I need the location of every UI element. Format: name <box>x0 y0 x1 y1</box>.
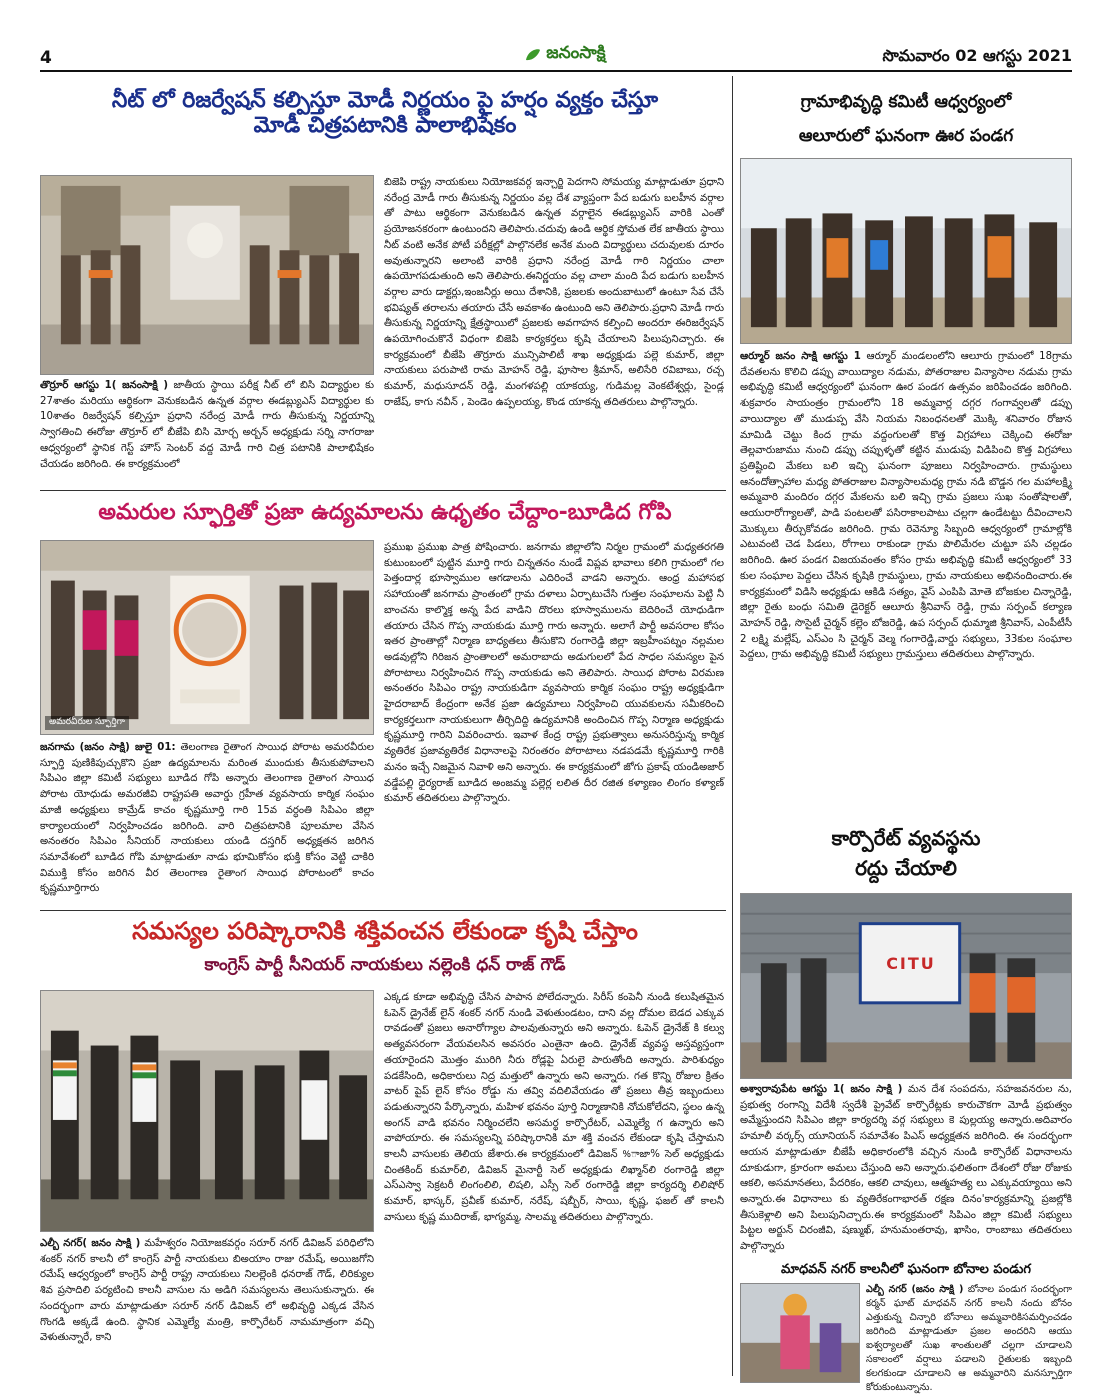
section-rule-2 <box>40 910 726 911</box>
neet-body-left-text: జాతీయ స్థాయి పరీక్ష నీట్ లో బిసి విద్యార్థుల కు 27శాతం మరియు ఆర్థికంగా వెనుకబడిన ఉన్నత వర్గాల ఈడబ్ల్యుఎస్ విద్యార్థుల కు 10శాతం రిజర్వేషన్ కల్పిస్తూ ప్రధాని నరేంద్ర మోడీ గారు తీసుకున్న నిర్ణయాన్ని స్వాగతించి ఈరోజు తొర్రూర్ లో బీజేపి బిసి మోర్చ అర్బన్ అధ్యక్షుడు సర్ని నాగరాజు ఆధ్వర్యంలో స్థానిక గెస్ట్ హౌస్ సెంటర్ వద్ద మోడీ గారి చిత్ర పటానికి పాలాభిషేకం చేయడం జరిగింది. ఈ కార్యక్రమంలో <box>40 380 374 470</box>
neet-headline <box>40 88 730 139</box>
neet-headline-line2: మోడీ చిత్రపటానికి పాలాభిషేకం <box>253 113 517 139</box>
congress-subheadline: కాంగ్రెస్ పార్టీ సీనియర్ నాయకులు నల్లెంకి ధన్ రాజ్ గౌడ్ <box>204 955 566 975</box>
masthead-logo <box>500 40 630 70</box>
bonalu-headline: మాధవన్ నగర్ కాలనీలో ఘనంగా బోనాల పండుగ <box>781 1262 1031 1277</box>
neet-headline-line1: నీట్ లో రిజర్వేషన్ కల్పిస్తూ మోడీ నిర్ణయం పై హర్షం వ్యక్తం చేస్తూ <box>111 88 659 113</box>
bonalu-body-text: బోనాల పండుగ సందర్భంగా కర్మన్ ఘాట్ మాధవన్ నగర్ కాలనీ నందు బోనం ఎత్తుకున్న చిన్నారి బోనాలు అమ్మవారికిసమర్పించడం జరిగింది మాట్లాడుతూ ప్రజల అందరిని ఆయు ఐశ్వర్యాలతో సుఖ శాంతులతో చల్లగా చూడాలని సకాలంలో వర్షాలు పడాలని రైతులకు ఇబ్బంది కలగకుండా చూడాలని ఆ అమ్మవారిని మనస్పూర్తిగా కోరుకుంటున్నాను. <box>866 1284 1072 1393</box>
leaf-icon <box>524 48 542 62</box>
congress-dateline: ఎల్బీ నగర్( జనం సాక్షి ) <box>40 1238 141 1249</box>
grama-headline-line2: ఆలూరులో ఘనంగా ఊర పండగ <box>798 126 1014 147</box>
corporate-body-text: మన దేశ సంపదను, సహజవనరుల ను, ప్రభుత్వ రంగాన్ని విదేశీ స్వదేశీ ప్రైవేట్ కార్పొరేట్లకు కారుచౌకగా మోడీ ప్రభుత్వం అమ్మేస్తుందని సిపిఎం జిల్లా కార్యదర్శి వర్గ సభ్యులు కె పుల్లయ్య అన్నారు.అదివారం హమాలీ వర్కర్స్ యూనియన్ సమావేశం పిఎస్ అధ్యక్షతన జరిగింది. ఈ సందర్భంగా ఆయన మాట్లాడుతూ బీజేపీ అధికారంలోకి వచ్చిన నుండి కార్పొరేట్ విధానాలను దూకుడుగా, క్రూరంగా అమలు చేస్తుంది అని అన్నారు.ఫలితంగా దేశంలో రోజు రోజుకు ఆకలి, అసమానతలు, పేదరికం, ఆకలి చావులు, ఆత్మహత్య లు ఎక్కువయ్యాయి అని అన్నారు.ఈ విధానాలు కు వ్యతిరేకంగాభారత్ రక్షణ దినం'కార్యక్రమాన్ని ప్రజల్లోకి తీసుకెళ్లాలి అని పిలుపునిచ్చారు.ఈ కార్యక్రమంలో సిపిఎం జిల్లా కమిటీ సభ్యులు పిట్టల అర్జున్ చిరంజీవి, షణ్ముఖ్, హనుమంతరావు, ఖాసిం, రాంబాబు తదితరులు పాల్గొన్నారు <box>740 1084 1072 1253</box>
bonalu-dateline: ఎల్బీ నగర్ (జనం సాక్షి ) <box>866 1284 964 1295</box>
corporate-headline-line1: కార్పొరేట్ వ్యవస్థను <box>831 826 981 850</box>
column-rule <box>732 76 733 1376</box>
amarula-headline: అమరుల స్ఫూర్తితో ప్రజా ఉద్యమాలను ఉధృతం చేద్దాం-బూడిద గోపి <box>98 500 672 525</box>
grama-body <box>740 349 1072 819</box>
bonalu-photo <box>740 1283 860 1383</box>
congress-body-left <box>40 1236 374 1388</box>
congress-photo <box>40 990 374 1232</box>
neet-dateline: తొర్రూర్ ఆగస్టు 1( జనంసాక్షి ) <box>40 380 169 391</box>
citu-banner: CITU <box>886 954 936 973</box>
neet-body-right: బిజెపి రాష్ట్ర నాయకులు నియోజకవర్గ ఇన్చార్జి పెదగాని సోమయ్య మాట్లాడుతూ ప్రధాని నరేంద్ర మోడీ గారు తీసుకున్న నిర్ణయం వల్ల దేశ వ్యాప్తంగా పేద బడుగు బలహీన వర్గాల తో పాటు ఆర్థికంగా వెనుకబడిన ఉన్నత వర్గాలైన ఈడబ్ల్యుఎస్ వారికి ఎంతో ప్రయోజనకరంగా ఉంటుందని తెలిపారు.చదువు ఉండి ఆర్థిక స్తోమత లేక జాతీయ స్థాయి నీట్ వంటి అనేక పోటీ పరీక్షల్లో పాల్గొనలేక అనేక మంది విద్యార్థులు చదువులకు దూరం అవుతున్నారని అలాంటి వారికి ప్రధాని నరేంద్ర మోడీ గారి నిర్ణయం చాలా ఉపయోగపడుతుంది అని తెలిపారు.ఈనిర్ణయం వల్ల చాలా మంది పేద బడుగు బలహీన వర్గాల వారు డాక్టర్లు,ఇంజనీర్లు అయి దేశానికి, ప్రజలకు అందుబాటులో ఉంటూ సేవ చేసే భవిష్యత్ తరాలను తయారు చేసే అవకాశం ఉంటుంది అని తెలిపారు.ప్రధాని మోడీ గారు తీసుకున్న నిర్ణయాన్ని క్షేత్రస్థాయిలో ప్రజలకు అవగాహన కల్పించి అందరూ ఈరిజర్వేషన్ ఉపయోగించుకొనే విధంగా బిజెపి కార్యకర్తలు కృషి చేయాలని పిలుపునిచ్చారు. ఈ కార్యక్రమంలో బీజేపి తొర్రూరు మున్సిపాలిటీ శాఖ అధ్యక్షుడు పల్లె కుమార్, జిల్లా నాయకులు పరుపాటి రామ మోహన్ రెడ్డి, ఫూసాల శ్రీమాన్, అలిసేరి రవిబాబు, రచ్చ కుమార్, మధుసూదన్ రెడ్డి, మంగళపల్లి యాకయ్య, గుడిమల్ల వెంకటేశ్వర్లు, సైండ్ల రాజేష్, కాగు నవీన్ , పెండెం ఉప్పలయ్య, కొండ యాకన్న తదితరులు పాల్గొన్నారు. <box>384 177 724 408</box>
grama-dateline: ఆర్మూర్ జనం సాక్షి ఆగస్టు 1 <box>740 351 861 362</box>
grama-body-text: ఆర్మూర్ మండలంలోని ఆలూరు గ్రామంలో 18గ్రామ దేవతలను కొలిచి డప్పు వాయిద్యాల నడుమ, పోతరాజుల విన్యాసాల నడుమ గ్రామ అభివృద్ధి కమిటీ ఆధ్వర్యంలో ఘనంగా ఊర పండగ ఉత్సవం జరిపించడం జరిగింది. శుక్రవారం సాయంత్రం గ్రామంలోని 18 అమ్మవార్ల దగ్గర గంగావ్వలతో డప్పు వాయిద్యాల తో ముడుప్ప వేసి నియమ నిబంధనలతో మొక్కి శనివారం రోజున మామిడి చెట్టు కింద గ్రామ వద్దంగులతో కొత్త విగ్రహాలు చెక్కించి ఈరోజు తెల్లవారుజాము నుంచి డప్పు చప్పుళ్ళతో కట్టిన ముడుపు విడిపించి కొత్త విగ్రహాలు ప్రతిష్టించి మేకలు బలి ఇచ్చి ఘనంగా పూజలు నిర్వహించారు. గ్రామస్థులు ఆనందోత్సాహాల మధ్య పోతరాజుల విన్యాసాలమధ్య గ్రామ నడి బొడ్డన గల మహాలక్ష్మి అమ్మవారి మందిరం దగ్గర మేకలను బలి ఇచ్చి గ్రామ ప్రజలు సుఖ సంతోషాలతో, ఆయురారోగ్యాలతో, పాడి పంటలతో పసిరాకాలపాటు చల్లగా ఉండేటట్టు దీవించాలని మొక్కులు తీర్చుకోవడం జరిగింది. గ్రామ రెవెన్యూ సిబ్బంది ఆధ్వర్యంలో గ్రామాల్లోకి ఎటువంటి చెడ పిడలు, రోగాలు రాకుండా గ్రామ పొలిమేరల చుట్టూ పసి చల్లడం జరిగింది. ఊర పండగ విజయవంతం కోసం గ్రామ అభివృద్ధి కమిటీ ఆధ్వర్యంలో 33 కుల సంఘాల పెద్దలు చేసిన కృషికి గ్రామస్థులు, గ్రామ నాయకులు అభినందించారు.ఈ కార్యక్రమంలో విడిసి అధ్యక్షుడు ఆకిడి సత్యం, వైస్ ఎంపిపి మోతె బోజకుల చిన్నారెడ్డి, జిల్లా రైతు బంధు సమితి డైరెక్టర్ ఆలూరు శ్రీనివాస్ రెడ్డి, గ్రామ సర్పంచ్ కల్యాణ మోహన్ రెడ్డి, సొసైటీ చైర్మన్ కల్లెం బోజరెడ్డి, ఉప సర్పంచ్ ధుమ్మాజి శ్రీనివాస్, ఎంపీటీసీ 2 లక్ష్మి మల్లేష్, ఎస్ఎం సి చైర్మన్ వెల్మ గంగారెడ్డి,వార్డు సభ్యులు, 33కుల సంఘాల పెద్దలు, గ్రామ అభివృద్ధి కమిటీ సభ్యులు గ్రామస్తులు తదితరులు పాల్గొన్నారు. <box>740 351 1072 661</box>
congress-headline: సమస్యల పరిష్కారానికి శక్తివంచన లేకుండా కృషి చేస్తాం <box>132 917 638 945</box>
congress-body-right: ఎక్కడ కూడా అభివృద్ధి చేసిన పాపాన పోలేదన్నారు. సిరీస్ కంపెనీ నుండి కలుషితమైన ఓపెన్ డ్రైనేజ్ లైన్ శంకర్ నగర్ నుండి వెళుతుండటం, దాని వల్ల దోమల బెడద ఎక్కువ రావడంతో ప్రజలు అనారోగ్యాల పాలవుతున్నారు అని అన్నారు. ఓపెన్ డ్రైనేజ్ కి కల్వు అత్యవసరంగా వేయవలసిన అవసరం ఎంతైనా ఉంది. డ్రైనేజ్ వ్యవస్థ అస్తవ్యస్తంగా తయారైందని మొత్తం మురిగి నీరు రోడ్లపై ఏరులై పారుతోంది అన్నారు. పారిశుధ్యం పడకేసింది, అధికారులు నిద్ర మత్తులో ఉన్నారు అని అన్నారు. గత కొన్ని రోజుల క్రితం వాటర్ పైప్ లైన్ కోసం రోడ్డు ను తవ్వి వదిలివేయడం తో ప్రజలు తీవ్ర ఇబ్బందులు పడుతున్నారని పేర్కొన్నారు, మహిళ భవనం పూర్తి నిర్మాణానికి నోచుకోలేదని, స్థలం ఉన్న అంగన్ వాడి భవనం నిర్మించలేని అసమర్థ కార్పొరేటర్, ఎమ్మెల్యే గ ఉన్నారు అని వాపోయారు. ఈ సమస్యలన్ని పరిష్కారానికి మా శక్తి వంచన లేకుండా కృషి చేస్తామని కాలనీ వాసులకు తెలియ జేశారు.ఈ కార్యక్రమంలో డివిజన్ %ాజా% సెల్ అధ్యక్షుడు చింతకింద్ కుమార్‌లి, డివిజన్ మైనార్టీ సెల్ అధ్యక్షుడు లిఖ్మాన్‌లి రంగారెడ్డి జిల్లా ఎస్ఎస్వా సెక్రటరీ లింగంలిలి, లిషలి, ఎస్సీ సెల్ రంగారెడ్డి జిల్లా కార్యదర్శి లిలిషోర్ కుమార్, భాస్కర్, ప్రవీణ్ కుమార్, నరేష్, షబ్బీర్, సాయి, కృష్ణ, ఫజల్ తో కాలనీ వాసులు కృష్ణ ముదిరాజ్, భాగ్యమ్మ, సాలమ్మ తదితరులు పాల్గొన్నారు. <box>384 992 724 1223</box>
neet-photo <box>40 175 374 375</box>
issue-date: సొమవారం 02 ఆగస్టు 2021 <box>882 46 1072 65</box>
neet-body-left <box>40 378 374 518</box>
corporate-headline-line2: రద్దు చేయాలి <box>855 856 957 880</box>
amarula-dateline: జనగామ (జనం సాక్షి) జులై 01: <box>40 742 176 753</box>
amarula-photo <box>40 540 374 735</box>
corporate-body <box>740 1082 1072 1262</box>
masthead-rule <box>40 70 1072 72</box>
corporate-headline <box>740 826 1072 880</box>
amarula-body-left-text: తెలంగాణ రైతాంగ సాయిధ పోరాట అమరవీరుల స్ఫూర్తి పుణికిపుచ్చుకొని ప్రజా ఉద్యమాలను మరింత ముందుకు తీసుకుపోవాలని సిపిఎం జిల్లా కమిటీ సభ్యులు బూడిద గోపి అన్నారు తెలంగాణ రైతాంగ సాయిధ పోరాట యోధుడు అమరజీవి రాష్ట్రపతి అవార్డు గ్రహీత వ్యవసాయ కార్మిక సంఘం మాజీ అధ్యక్షులు కామ్రేడ్ కాచం కృష్ణమూర్తి గారి 15వ వర్ధంతి సిపిఎం జిల్లా కార్యాలయంలో నిర్వహించడం జరిగింది. వారి చిత్రపటానికి పూలమాల వేసిన అనంతరం సిపిఎం సీనియర్ నాయకులు యండి దస్తగిర్ అధ్యక్షతన జరిగిన సమావేశంలో బూడిద గోపి మాట్లాడుతూ నాడు భూమికోసం భుక్తి కోసం వెట్టి చాకిరి విముక్తి కోసం జరిగిన వీర తెలంగాణ రైతాంగ సాయిధ పోరాటంలో కాచం కృష్ణమూర్తిగారు <box>40 742 374 895</box>
amarula-body-right: ప్రముఖ ప్రముఖ పాత్ర పోషించారు. జనగామ జిల్లాలోని నిర్మల గ్రామంలో మధ్యతరగతి కుటుంబంలో పుట్టిన మూర్తి గారు చిన్నతనం నుండే విప్లవ భావాలు కలిగి గ్రామంలో గల పెత్తందార్ల భూస్వాముల ఆగడాలను ఎదిరించే వాడని అన్నారు. ఆంధ్ర మహాసభ సహాయంతో జనగామ ప్రాంతంలో గ్రామ దళాలు ఏర్పాటుచేసి గుత్తల సంఘాలను పెట్టి నీ బాంచను కాల్మొక్త అన్న పేద వాడిని దొరలు భూస్వాములను బెదిరించే యోధుడిగా తయారు చేసిన గొప్ప నాయకుడు మూర్తి గారు అన్నారు. అలాగే పార్టీ అవసరాల కోసం ఇతర ప్రాంతాల్లో నిర్మాణ బాధ్యతలు తీసుకొని రంగారెడ్డి జిల్లా ఇబ్రహీంపట్నం నల్లమల అడవుల్లోని గిరిజన ప్రాంతాలలో అమరాబాదు అడుగులలో పేద సాధల సమస్యల పైన పోరాటాలు నిర్వహించిన గొప్ప నాయకుడు అని తెలిపారు. సాయిధ పోరాట విరమణ అనంతరం సిపిఎం రాష్ట్ర నాయకుడిగా వ్యవసాయ కార్మిక సంఘం రాష్ట్ర అధ్యక్షుడిగా హైదరాబాద్ కేంద్రంగా అనేక ప్రజా ఉద్యమాలు నిర్వహించి యువకులను సమీకరించి కార్యకర్తలుగా నాయకులుగా తీర్చిదిద్ది ఉద్యమానికి అందించిన గొప్ప నిర్మాణ అధ్యక్షుడు కృష్ణమూర్తి గారిని వివరించారు. ఇవాళ కేంద్ర రాష్ట్ర ప్రభుత్వాలు అనుసరిస్తున్న కార్మిక వ్యతిరేక ప్రజావ్యతిరేక విధానాలపై నిరంతరం పోరాటాలు నడపడమే కృష్ణమూర్తి గారికి మనం ఇచ్చే నిజమైన నివాళి అని అన్నారు. ఈ కార్యక్రమంలో జోగు ప్రకాష్ యండిఅజార్ వడ్డేపల్లి ధైర్యరాజ్ బూడిద అంజమ్మ పల్లెర్ల లలిత దీర రజిత కళ్యాణం లింగం కళ్యాణ్ కుమార్ తదితరులు పాల్గొన్నారు. <box>384 542 724 805</box>
grama-headline-line1: గ్రామాభివృద్ధి కమిటీ ఆధ్వర్యంలో <box>800 92 1012 112</box>
amarula-body-left <box>40 740 374 905</box>
corporate-photo <box>740 893 1072 1079</box>
corporate-dateline: అశ్వారావుపేట ఆగస్టు 1( జనం సాక్షి ) <box>740 1084 903 1095</box>
amarula-photo-caption: అమరవీరుల స్ఫూర్తిగా <box>45 716 129 730</box>
logo-text: జనంసాక్షి <box>546 43 606 63</box>
page-number: 4 <box>40 48 52 68</box>
congress-body-left-text: మహేశ్వరం నియోజకవర్గం సరూర్ నగర్ డివిజన్ పరిధిలోని శంకర్ నగర్ కాలనీ లో కాంగ్రెస్ పార్టీ నాయకులు బిఅయాం రాజు రమేష్, అయిజగోని రమేష్ ఆధ్వర్యంలో కాంగ్రెస్ పార్టీ రాష్ట్ర నాయకులు నిలల్లెంకి ధనరాజ్ గౌడ్, లిరిక్యుల శివ ప్రసాదిలి పర్యటించి కాలనీ వాసుల ను అడిగి సమస్యలను తెలుసుకున్నారు. ఈ సందర్భంగా వారు మాట్లాడుతూ సరూర్ నగర్ డివిజన్ లో అభివృద్ధి ఎక్కడ వేసిన గొంగడి అక్కడే ఉంది. స్థానిక ఎమ్మెల్యే మంత్రి, కార్పొరేటర్ నామమాత్రంగా వచ్చి వెళుతున్నారే, కాని <box>40 1238 374 1344</box>
grama-photo <box>740 158 1072 344</box>
bonalu-body <box>866 1283 1072 1393</box>
grama-headline <box>740 92 1072 147</box>
section-rule <box>40 490 726 491</box>
